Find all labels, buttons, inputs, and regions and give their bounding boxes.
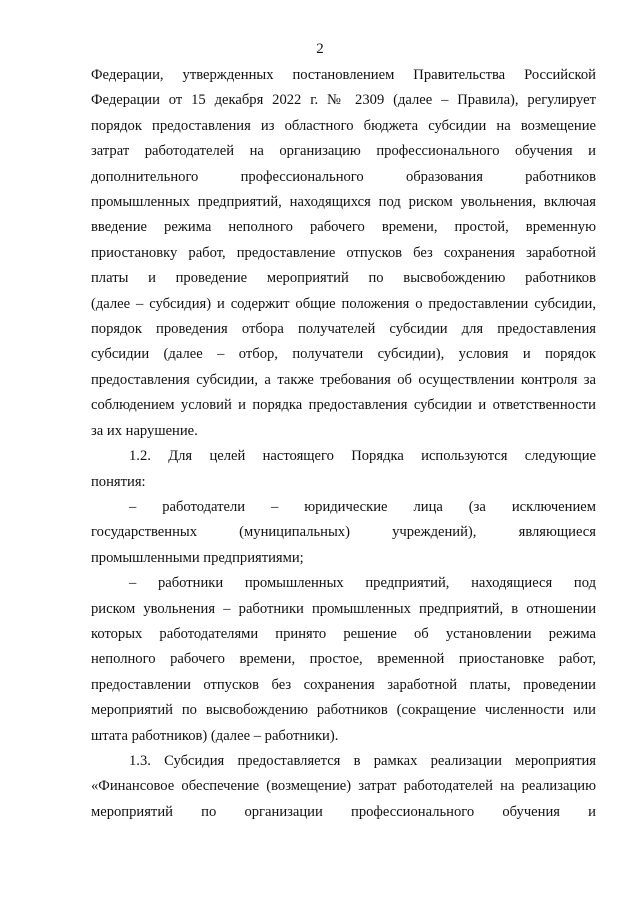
text-line: (далее – субсидия) и содержит общие положения о предоставлении субсидии,	[91, 295, 596, 312]
text-line: – работники промышленных предприятий, находящиеся под	[129, 575, 596, 592]
text-line: «Финансовое обеспечение (возмещение) затрат работодателей на реализацию	[91, 778, 596, 795]
text-line: мероприятий по организации профессионального обучения и	[91, 803, 596, 820]
paragraph-1-3	[91, 749, 596, 825]
paragraph-1-2	[91, 444, 596, 495]
text-line: промышленных предприятий, находящихся под риском увольнения, включая	[91, 194, 596, 211]
text-line: соблюдением условий и порядка предоставления субсидии и ответственности	[91, 397, 596, 414]
text-line: 1.2. Для целей настоящего Порядка используются следующие	[129, 448, 596, 465]
text-line: дополнительного профессионального образования работников	[91, 168, 596, 185]
text-line: за их нарушение.	[91, 422, 198, 439]
text-line: которых работодателями принято решение об установлении режима	[91, 625, 596, 642]
text-line: – работодатели – юридические лица (за исключением	[129, 498, 596, 515]
text-line: 1.3. Субсидия предоставляется в рамках реализации мероприятия	[129, 752, 596, 769]
text-line: Федерации от 15 декабря 2022 г. № 2309 (далее – Правила), регулирует	[91, 92, 596, 109]
text-line: понятия:	[91, 473, 146, 490]
text-line: затрат работодателей на организацию профессионального обучения и	[91, 143, 596, 160]
text-line: неполного рабочего времени, простое, временной приостановке работ,	[91, 651, 596, 668]
text-line: платы и проведение мероприятий по высвобождению работников	[91, 270, 596, 287]
text-line: мероприятий по высвобождению работников (сокращение численности или	[91, 702, 596, 719]
text-line: приостановку работ, предоставление отпусков без сохранения заработной	[91, 244, 596, 261]
text-line: Федерации, утвержденных постановлением Правительства Российской	[91, 67, 596, 83]
text-line: порядок предоставления из областного бюджета субсидии на возмещение	[91, 117, 596, 134]
document-body	[91, 63, 596, 825]
paragraph-intro	[91, 63, 596, 444]
text-line: предоставлении отпусков без сохранения заработной платы, проведении	[91, 676, 596, 693]
text-line: штата работников) (далее – работники).	[91, 727, 339, 744]
text-line: введение режима неполного рабочего времени, простой, временную	[91, 219, 596, 236]
definition-workers	[91, 571, 596, 749]
text-line: предоставления субсидии, а также требования об осуществлении контроля за	[91, 371, 596, 388]
page-number: 2	[316, 41, 324, 57]
text-line: промышленными предприятиями;	[91, 549, 304, 566]
text-line: государственных (муниципальных) учреждений), являющиеся	[91, 524, 596, 541]
definition-employers	[91, 495, 596, 571]
text-line: субсидии (далее – отбор, получатели субсидии), условия и порядок	[91, 346, 596, 363]
text-line: риском увольнения – работники промышленных предприятий, в отношении	[91, 600, 596, 617]
text-line: порядок проведения отбора получателей субсидии для предоставления	[91, 321, 596, 338]
